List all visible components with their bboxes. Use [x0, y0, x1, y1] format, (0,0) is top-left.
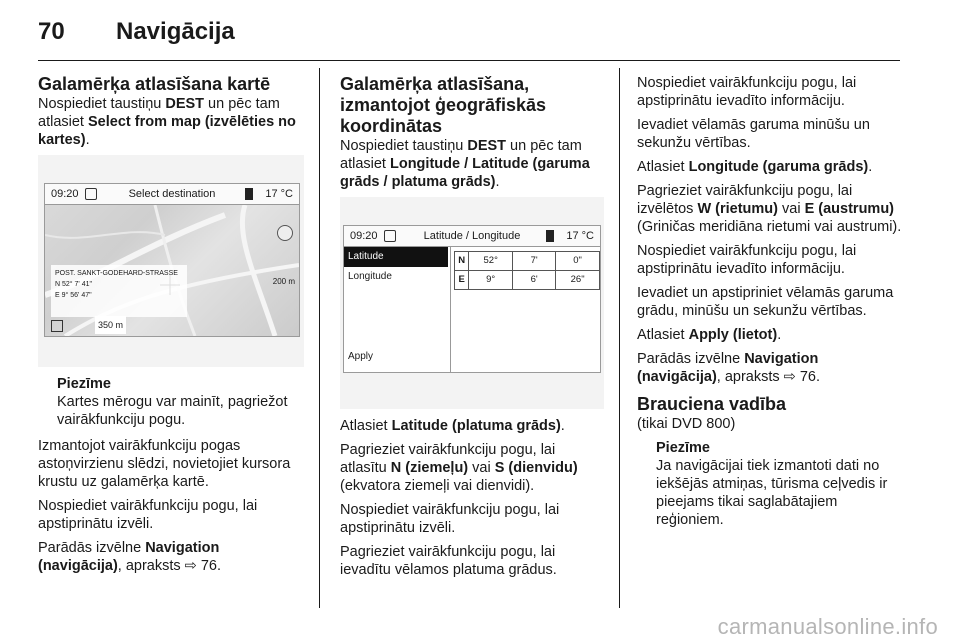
clock-text: 09:20 [350, 230, 378, 242]
right-paragraph-3: Atlasiet Longitude (garuma grāds). [637, 159, 873, 175]
minute-cell[interactable]: 7' [513, 252, 556, 271]
left-paragraph-1: Nospiediet taustiņu DEST un pēc tam atlasiet Select from map (izvēlēties no kartes). [38, 96, 296, 148]
right-paragraph-2: Ievadiet vēlamās garuma minūšu un sekunžu vērtības. [637, 117, 870, 151]
coordinate-table [454, 251, 600, 290]
note-text: Kartes mērogu var mainīt, pagriežot vairākfunkciju pogu. [57, 394, 288, 428]
middle-paragraph-1: Nospiediet taustiņu DEST un pēc tam atlasiet Longitude / Latitude (garuma grāds / platuma grāds). [340, 138, 590, 190]
page-reference-link[interactable]: 76. [799, 369, 821, 385]
right-paragraph-4: Pagrieziet vairākfunkciju pogu, lai izvēlētos W (rietumu) vai E (austrumu) (Griničas meridiāna rietumi vai austrumi). [637, 183, 902, 235]
reference-arrow-icon: ⇨ [783, 369, 796, 385]
address-box [51, 265, 187, 317]
menu-icon [51, 320, 63, 332]
degree-cell[interactable]: 52° [469, 252, 513, 271]
section-heading-guidance: Brauciena vadība [637, 394, 787, 414]
map-status-bar [45, 184, 299, 205]
note-text: Ja navigācijai tiek izmantoti dati no iekšējās atmiņas, tūrisma ceļvedis ir pieejams tikai saglabātajiem reģioniem. [656, 458, 888, 528]
right-paragraph-1: Nospiediet vairākfunkciju pogu, lai apstiprinātu ievadīto informāciju. [637, 75, 857, 109]
note-box [637, 439, 903, 529]
coordinates-screen [343, 225, 601, 373]
column-divider-2 [619, 68, 620, 608]
compass-icon [277, 225, 293, 241]
scale-label: 350 m [95, 316, 126, 334]
coordinates-screenshot [340, 197, 604, 409]
map-screen [44, 183, 300, 337]
longitude-text: E 9° 56' 47" [55, 292, 92, 299]
right-paragraph-8: Parādās izvēlne Navigation (navigācija), apraksts ⇨ 76. [637, 351, 821, 385]
middle-paragraph-3: Pagrieziet vairākfunkciju pogu, lai atlasītu N (ziemeļu) vai S (dienvidu) (ekvatora ziemeļi vai dienvidi). [340, 442, 578, 494]
address-text: POST. SANKT-GODEHARD-STRASSE [55, 270, 178, 277]
screen-title: Latitude / Longitude [423, 230, 521, 242]
middle-paragraph-4: Nospiediet vairākfunkciju pogu, lai apstiprinātu izvēli. [340, 502, 560, 536]
left-paragraph-3: Nospiediet vairākfunkciju pogu, lai apstiprinātu izvēli. [38, 498, 258, 532]
hemisphere-cell[interactable]: N [455, 252, 469, 271]
screen-title: Select destination [128, 188, 216, 200]
right-paragraph-5: Nospiediet vairākfunkciju pogu, lai apstiprinātu ievadīto informāciju. [637, 243, 857, 277]
watermark-footer: carmanualsonline.info [717, 614, 938, 639]
map-screenshot [38, 155, 304, 367]
left-paragraph-4: Parādās izvēlne Navigation (navigācija), apraksts ⇨ 76. [38, 540, 222, 574]
screen-divider [450, 247, 451, 372]
reference-arrow-icon: ⇨ [184, 558, 197, 574]
coordinates-status-bar [344, 226, 600, 247]
section-heading-map: Galamērķa atlasīšana kartē [38, 74, 271, 94]
note-title: Piezīme [57, 376, 111, 392]
right-paragraph-6: Ievadiet un apstipriniet vēlamās garuma grādu, minūšu un sekunžu vērtības. [637, 285, 894, 319]
page-number: 70 [38, 18, 65, 45]
latitude-text: N 52° 7' 41" [55, 281, 92, 288]
temperature-text: 17 °C [566, 230, 594, 242]
header-rule [38, 60, 900, 61]
table-row [455, 252, 600, 271]
left-column [38, 74, 304, 581]
phone-icon [245, 188, 253, 200]
second-cell[interactable]: 26" [556, 271, 600, 290]
degree-cell[interactable]: 9° [469, 271, 513, 290]
middle-paragraph-2: Atlasiet Latitude (platuma grāds). [340, 418, 565, 434]
second-cell[interactable]: 0" [556, 252, 600, 271]
zoom-label: 200 m [272, 277, 295, 286]
column-divider-1 [319, 68, 320, 608]
map-view [45, 205, 299, 336]
apply-button[interactable]: Apply [348, 351, 374, 362]
page-title: Navigācija [116, 18, 235, 45]
coordinate-menu [344, 247, 448, 372]
phone-icon [546, 230, 554, 242]
minute-cell[interactable]: 6' [513, 271, 556, 290]
left-paragraph-2: Izmantojot vairākfunkciju pogas astoņvirzienu slēdzi, novietojiet kursora krustu uz galamērķa kartē. [38, 438, 291, 490]
note-title: Piezīme [656, 440, 710, 456]
clock-text: 09:20 [51, 188, 79, 200]
note-box [38, 375, 304, 429]
menu-item-latitude[interactable]: Latitude [344, 247, 448, 267]
page-reference-link[interactable]: 76. [200, 558, 222, 574]
middle-paragraph-5: Pagrieziet vairākfunkciju pogu, lai ievadītu vēlamos platuma grādus. [340, 544, 557, 578]
middle-column [340, 74, 604, 585]
section-heading-coordinates: Galamērķa atlasīšana, izmantojot ģeogrāfiskās koordinātas [340, 74, 547, 136]
hemisphere-cell[interactable]: E [455, 271, 469, 290]
right-column [637, 74, 903, 537]
right-paragraph-7: Atlasiet Apply (lietot). [637, 327, 782, 343]
menu-item-longitude[interactable]: Longitude [348, 271, 392, 282]
temperature-text: 17 °C [265, 188, 293, 200]
guidance-subtitle: (tikai DVD 800) [637, 416, 736, 432]
table-row [455, 271, 600, 290]
